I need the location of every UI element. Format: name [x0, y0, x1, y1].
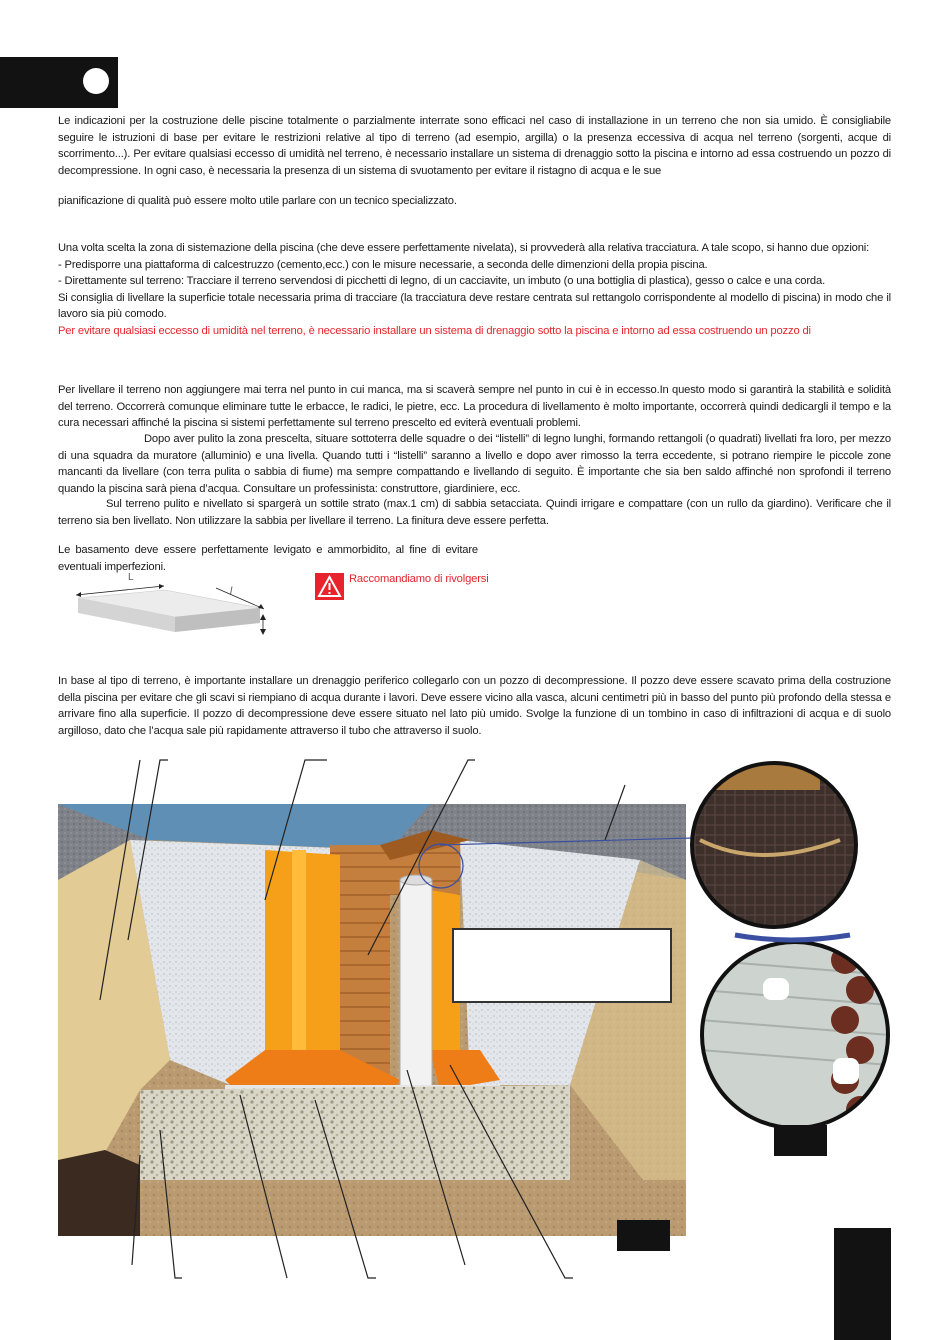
- zoom-label-tab: [774, 1125, 827, 1156]
- layout-paragraph: Una volta scelta la zona di sistemazione della piscina (che deve essere perfettamente nivelata), si provvederà alla relativa tracciatura. A tale scopo, si hanno due opzioni:: [58, 242, 870, 254]
- diagram-label-box: [452, 928, 672, 1003]
- option-concrete: - Predisporre una piattaforma di calcestruzzo (cemento,ecc.) con le misure necessarie, a seconda delle dimenzioni della propia piscina.: [58, 258, 708, 271]
- intro-paragraph-end: pianificazione di qualità può essere molto utile parlare con un tecnico specializzato.: [58, 195, 457, 207]
- sand-paragraph: [58, 496, 891, 529]
- battens-text: Dopo aver pulito la zona prescelta, situare sottoterra delle squadre o dei “listelli” di legno lunghi, formando rettangoli (o quadrati) livellati fra loro, per mezzo di una squadra da muratore (alluminio) e una livella. Quando tutti i “listelli” saranno a livello e dopo aver rimosso la terra eccedente, si potrano riempire le piccole zone mancanti da livellare (con terra pulita o sabbia di fiume) ma sempre compattando e livellando di seguito. È importante che sia ben saldo affinché non sprofondi il terreno quando la piscina sarà piena d’acqua. Consultare un professinista: construttore, giardiniere, ecc.: [58, 433, 891, 495]
- levelling-paragraph: Per livellare il terreno non aggiungere mai terra nel punto in cui manca, ma si scaverà sempre nel punto in cui è in eccesso.In questo modo si garantirà la stabilità e solidità del terreno. Occorrerà comunque eliminare tutte le erbacce, le radici, le pietre, ecc. La procedura di livellamento è molto importante, occorrerà quindi dedicargli il tempo e la cura necessari affinché la piscina si sistemi perfettamente sul terreno prescelto ed eviterà eventuali problemi.: [58, 384, 891, 429]
- levelling-advice: Si consiglia di livellare la superficie totale necessaria prima di tracciare (la tracciatura deve restare centrata sul rettangolo corrispondente al modello di piscina) in modo che il lavoro sia più comodo.: [58, 291, 891, 320]
- warning-badge: [315, 573, 344, 600]
- option-ground: - Direttamente sul terreno: Tracciare il terreno servendosi di picchetti di legno, di un cacciavite, un imbuto (o una bottiglia di plastica), gesso o calce e una corda.: [58, 275, 826, 287]
- drainage-warning-text: Per evitare qualsiasi eccesso di umidità nel terreno, è necessario installare un sistema di drenaggio sotto la piscina e intorno ad essa costruendo un pozzo di: [58, 324, 811, 337]
- base-paragraph: Le basamento deve essere perfettamente levigato e ammorbidito, al fine di evitare eventuali imperfezioni.: [58, 544, 478, 573]
- warning-text: Raccomandiamo di rivolgersi: [349, 573, 489, 585]
- sand-text: Sul terreno pulito e nivellato si spargerà un sottile strato (max.1 cm) di sabbia setacciata. Quindi irrigare e compattare (con un rullo da giardino). Verificare che il terreno sia ben livellato. Non utilizzare la sabbia per livellare il terreno. La finitura deve essere perfetta.: [58, 498, 891, 527]
- page-edge-tab: [834, 1228, 891, 1340]
- drainage-paragraph: In base al tipo di terreno, è importante installare un drenaggio periferico collegarlo con un pozzo di decompressione. Il pozzo deve essere scavato prima della costruzione della piscina per evitare che gli scavi si riempiano di acqua durante i lavori. Deve essere vicino alla vasca, alcuni centimetri più in basso del punto più profondo della stessa e arrivare fino alla superficie. Il pozzo di decompressione deve essere situato nel lato più umido. Svolge la funzione di un tombino in caso di infiltrazioni di acqua e di suolo argilloso, dato che l’acqua sale più rapidamente attraverso il tubo che attraverso il suolo.: [58, 675, 891, 737]
- slab-width-label: l: [230, 586, 233, 597]
- diagram-label-tab: [617, 1220, 670, 1251]
- pool-cross-section-illustration: [0, 740, 950, 1340]
- tab-circle-marker: [83, 68, 109, 94]
- intro-paragraph: Le indicazioni per la costruzione delle piscine totalmente o parzialmente interrate sono efficaci nel caso di installazione in un terreno che non sia umido. È consigliabile seguire le istruzioni di base per evitare le restrizioni relative al tipo di terreno (ad esempio, argilla) o la presenza eccessiva di acqua nel terreno (sorgenti, acque di scorrimento...). Per evitare qualsiasi eccesso di umidità nel terreno, è necessario installare un sistema di drenaggio sotto la piscina e intorno ad essa costruendo un pozzo di decompressione. In ogni caso, è necessaria la presenza di un sistema di svuotamento per evitare il ristagno di acqua e le sue: [58, 115, 891, 177]
- base-slab-illustration: [70, 565, 280, 640]
- battens-paragraph: [58, 431, 891, 497]
- warning-triangle-icon: [315, 573, 344, 600]
- layout-section: [58, 240, 891, 339]
- slab-length-label: L: [128, 572, 134, 583]
